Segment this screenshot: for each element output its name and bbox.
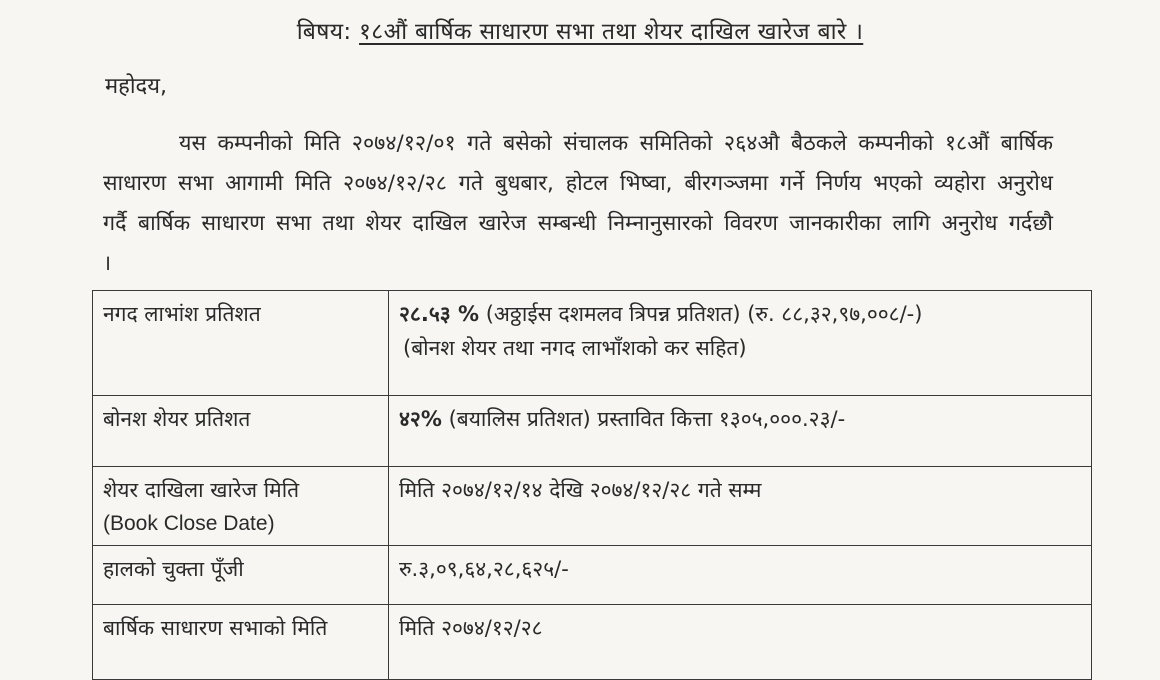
row-label: बार्षिक साधारण सभाको मिति <box>93 605 389 680</box>
body-paragraph: यस कम्पनीको मिति २०७४/१२/०१ गते बसेको संचालक समितिको २६४औ बैठकले कम्पनीको १८औं बार्षिक साधारण सभा आगामी मिति २०७४/१२/२८ गते बुधबार, होटल भिष्वा, बीरगञ्जमा गर्ने निर्णय भएको व्यहोरा अनुरोध गर्दै बार्षिक साधारण सभा तथा शेयर दाखिल खारेज सम्बन्धी निम्नानुसारको विवरण जानकारीका लागि अनुरोध गर्दछौ । <box>103 131 1053 276</box>
subject-label: बिषय: <box>296 19 352 45</box>
table-row-book-close <box>93 467 1092 546</box>
table-row-agm-date <box>93 605 1092 680</box>
value-text: (बयालिस प्रतिशत) प्रस्तावित कित्ता १३०५,०००.२३/- <box>441 407 846 431</box>
salutation: महोदय, <box>105 74 167 99</box>
table-row-cash-dividend <box>93 291 1092 396</box>
table-row-bonus-share <box>93 396 1092 467</box>
row-value: मिति २०७४/१२/१४ देखि २०७४/१२/२८ गते सम्म <box>389 467 1092 546</box>
row-label: नगद लाभांश प्रतिशत <box>93 291 389 396</box>
row-value: मिति २०७४/१२/२८ <box>389 605 1092 680</box>
row-label: हालको चुक्ता पूँजी <box>93 546 389 605</box>
value-highlight: २८.५३ % <box>399 302 480 326</box>
subject-line <box>0 14 1160 46</box>
row-value <box>389 291 1092 396</box>
row-value <box>389 396 1092 467</box>
row-value: रु.३,०९,६४,२८,६२५/- <box>389 546 1092 605</box>
value-text: (अठ्ठाईस दशमलव त्रिपन्न प्रतिशत) (रु. ८८,३२,९७,००८/-) <box>479 302 923 326</box>
details-table <box>92 290 1092 680</box>
subject-text: १८औं बार्षिक साधारण सभा तथा शेयर दाखिल खारेज बारे । <box>359 19 864 45</box>
value-highlight: ४२% <box>399 407 442 431</box>
row-label-english: (Book Close Date) <box>103 512 275 535</box>
row-label: शेयर दाखिला खारेज मिति (Book Close Date) <box>93 467 389 546</box>
value-note: (बोनश शेयर तथा नगद लाभाँशको कर सहित) <box>403 336 747 360</box>
row-label: बोनश शेयर प्रतिशत <box>93 396 389 467</box>
table-row-paid-up-capital <box>93 546 1092 605</box>
